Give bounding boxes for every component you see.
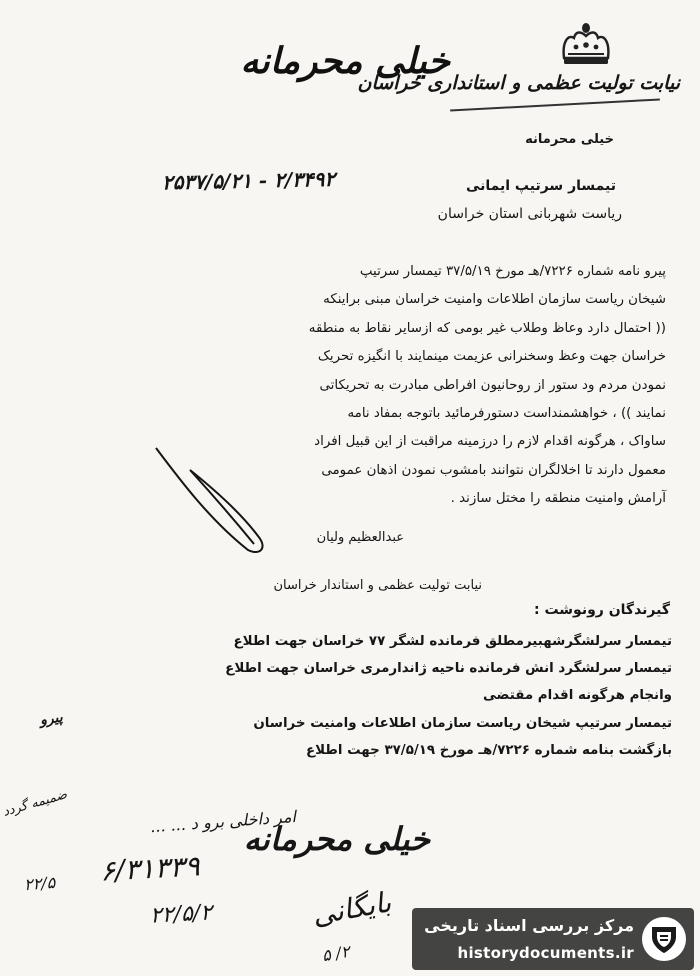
body-line: نمودن مردم ود ستور از روحانیون افراطی مبادرت به تحریکاتی — [319, 377, 666, 393]
body-line: پیرو نامه شماره ۷۲۲۶/هـ مورخ ۳۷/۵/۱۹ تیمسار سرتیپ — [359, 264, 666, 279]
signature-stroke — [150, 440, 290, 560]
cc-line: تیمسار سرلشگرد انش فرمانده ناحیه ژاندارمری خراسان جهت اطلاع — [225, 661, 672, 677]
cc-handwritten-note: پیرو — [39, 709, 65, 729]
body-line: معمول دارند تا اخلالگران نتوانند بامشوب نمودن اذهان عمومی — [321, 462, 666, 478]
body-line: (( احتمال دارد وعاظ وطلاب غیر بومی که ازسایر نقاط به منطقه — [308, 320, 666, 336]
royal-crown-icon — [554, 20, 618, 66]
body-line: ساواک ، هرگونه اقدام لازم را درزمینه مراقبت از این قبیل افراد — [314, 434, 666, 450]
classification-stamp-top: خیلی محرمانه — [240, 40, 450, 82]
watermark-badge — [412, 908, 694, 970]
watermark-persian: مرکز بررسی اسناد تاریخی — [424, 916, 634, 935]
handwritten-archive-note: بایگانی — [309, 885, 394, 932]
organization-letterhead: نیابت تولیت عظمی و استانداری خراسان — [357, 72, 680, 94]
classification-stamp-bottom: خیلی محرمانه — [243, 820, 430, 858]
signer-title: نیابت تولیت عظمی و استاندار خراسان — [273, 578, 482, 593]
letterhead-underline — [450, 99, 660, 112]
document-center-logo-icon — [640, 915, 688, 963]
cc-line: بازگشت بنامه شماره ۷۲۲۶/هـ مورخ ۳۷/۵/۱۹ جهت اطلاع — [305, 742, 672, 758]
classification-label: خیلی محرمانه — [525, 132, 614, 147]
cc-title: گیرندگان رونوشت : — [534, 602, 670, 618]
handwritten-top-note: ضمیمه گردد — [1, 787, 69, 820]
handwritten-instruction: امر داخلی برو د ... ... — [149, 806, 297, 837]
addressee: تیمسار سرتیپ ایمانی — [465, 178, 616, 194]
cc-list — [32, 628, 672, 764]
letter-body — [30, 258, 666, 514]
signer-name: عبدالعظیم ولیان — [316, 530, 404, 545]
body-line: نمایند )) ، خواهشمنداست دستورفرمائید باتوجه بمفاد نامه — [347, 406, 666, 422]
body-line: خراسان جهت وعظ وسخنرانی عزیمت مینمایند با انگیزه تحریک — [317, 349, 666, 365]
addressee-office: ریاست شهربانی استان خراسان — [437, 206, 622, 222]
cc-line: وانجام هرگونه اقدام مقتضی — [483, 688, 672, 704]
body-line: شیخان ریاست سازمان اطلاعات وامنیت خراسان مبنی براینکه — [323, 292, 666, 308]
cc-line: تیمسار سرتیپ شیخان ریاست سازمان اطلاعات وامنیت خراسان — [253, 715, 672, 731]
handwritten-date: ۲۲/۵/۲ — [149, 900, 213, 929]
handwritten-number: ۶/۳۱۳۳۹ — [99, 849, 201, 888]
handwritten-tail: ۲/ ۵ — [320, 941, 352, 966]
cc-line: تیمسار سرلشگرشهبیرمطلق فرمانده لشگر ۷۷ خراسان جهت اطلاع — [233, 634, 672, 649]
reference-number: ۲۵۳۷/۵/۲۱ - ۲/۳۴۹۲ — [161, 166, 336, 195]
body-line: آرامش وامنیت منطقه را مختل سازند . — [450, 491, 666, 507]
watermark-english: historydocuments.ir — [457, 944, 634, 962]
handwritten-small: ۲۲/۵ — [23, 872, 56, 895]
